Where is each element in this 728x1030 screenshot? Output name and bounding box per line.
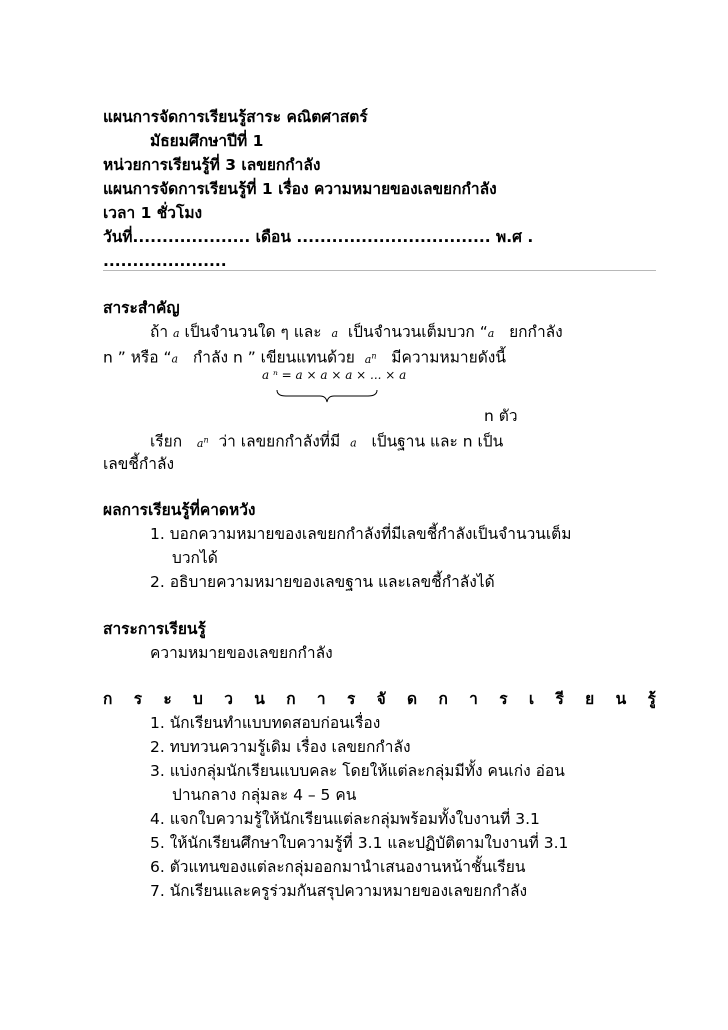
essence-text: กำลัง n ” เขียนแทนด้วย — [192, 348, 355, 367]
process-step-2: 2. ทบทวนความรู้เดิม เรื่อง เลขยกกำลัง — [150, 738, 411, 756]
math-variable-a: a — [196, 436, 204, 450]
lesson-title: แผนการจัดการเรียนรู้ที่ 1 เรื่อง ความหมายของเลขยกกำลัง — [103, 180, 497, 198]
process-step-5: 5. ให้นักเรียนศึกษาใบความรู้ที่ 3.1 และปฏิบัติตามใบงานที่ 3.1 — [150, 834, 569, 852]
process-heading-char: ก — [103, 690, 113, 708]
essence-text: เป็นจำนวนเต็มบวก “ — [347, 323, 488, 341]
math-a-power-n — [197, 437, 209, 450]
outcome-item-1: 1. บอกความหมายของเลขยกกำลังที่มีเลขชี้กำลังเป็นจำนวนเต็ม — [150, 525, 572, 543]
process-step-7: 7. นักเรียนและครูร่วมกันสรุปความหมายของเลขยกกำลัง — [150, 882, 528, 900]
math-exponent-n: n — [203, 435, 209, 444]
underbrace-icon — [276, 389, 378, 403]
process-heading-char: ร — [133, 690, 143, 708]
process-step-3-continued: ปานกลาง กลุ่มละ 4 – 5 คน — [172, 786, 357, 804]
essence-text: n ” หรือ “ — [103, 348, 172, 367]
power-formula: a ⁿ = a × a × a × ... × a — [262, 368, 407, 382]
process-heading-char: ร — [499, 690, 508, 708]
math-exponent-n: n — [371, 351, 377, 360]
essence-line-1 — [150, 320, 563, 346]
process-heading-char: ด — [407, 690, 418, 708]
process-step-4: 4. แจกใบความรู้ให้นักเรียนแต่ละกลุ่มพร้อมทั้งใบงานที่ 3.1 — [150, 810, 540, 828]
process-heading-char: รี — [555, 690, 564, 708]
time-line: เวลา 1 ชั่วโมง — [103, 204, 203, 222]
plan-title: แผนการจัดการเรียนรู้สาระ คณิตศาสตร์ — [103, 108, 368, 126]
process-heading-char: ก — [286, 690, 296, 708]
essence-text: ยกกำลัง — [509, 323, 563, 341]
math-variable-a: a — [364, 352, 372, 366]
process-heading-char: บ — [193, 690, 203, 708]
essence-text: ว่า เลขยกกำลังที่มี — [218, 432, 341, 451]
essence-text: เรียก — [150, 432, 183, 451]
process-step-3: 3. แบ่งกลุ่มนักเรียนแบบคละ โดยให้แต่ละกลุ่มมีทั้ง คนเก่ง อ่อน — [150, 762, 565, 780]
process-heading-char: รู้ — [647, 690, 656, 708]
math-variable-a: a — [331, 327, 338, 340]
process-heading-char: เ — [528, 690, 535, 708]
process-heading-char: ร — [346, 690, 356, 708]
essence-heading: สาระสำคัญ — [103, 299, 180, 317]
process-heading-char: น — [254, 690, 265, 708]
essence-text: มีความหมายดังนี้ — [391, 348, 506, 367]
essence-text: เป็นจำนวนใด ๆ และ — [184, 323, 322, 341]
math-variable-a: a — [173, 327, 180, 340]
outcome-item-1-continued: บวกได้ — [172, 549, 218, 567]
math-variable-a: a — [487, 327, 495, 340]
process-step-6: 6. ตัวแทนของแต่ละกลุ่มออกมานำเสนองานหน้าชั้นเรียน — [150, 858, 526, 876]
essence-text: เป็นฐาน และ n เป็น — [371, 432, 504, 451]
math-variable-a: a — [171, 352, 179, 366]
process-heading-char: น — [615, 690, 627, 708]
math-a-power-n — [365, 353, 377, 366]
process-heading-char: ว — [224, 690, 233, 708]
process-heading-char: จั — [376, 690, 386, 708]
process-heading-char: ย — [585, 690, 595, 708]
date-line: วันที่.................... เดือน ................................. พ.ศ . — [103, 228, 534, 246]
header-divider — [103, 270, 656, 271]
outcomes-heading: ผลการเรียนรู้ที่คาดหวัง — [103, 501, 256, 519]
math-variable-a: a — [350, 436, 357, 450]
grade-level: มัธยมศึกษาปีที่ 1 — [150, 132, 264, 150]
process-heading-char: ะ — [163, 690, 172, 708]
date-line-continued: ..................... — [103, 252, 227, 270]
n-factors-label: n ตัว — [484, 407, 518, 425]
process-heading-char: า — [316, 690, 326, 708]
essence-text: ถ้า — [150, 323, 169, 341]
essence-line-4: เลขชี้กำลัง — [103, 455, 175, 473]
essence-line-3 — [150, 428, 503, 456]
outcome-item-2: 2. อธิบายความหมายของเลขฐาน และเลขชี้กำลังได้ — [150, 573, 495, 591]
process-heading — [103, 687, 656, 711]
process-heading-char: า — [469, 690, 478, 708]
process-step-1: 1. นักเรียนทำแบบทดสอบก่อนเรื่อง — [150, 714, 381, 732]
unit-title: หน่วยการเรียนรู้ที่ 3 เลขยกกำลัง — [103, 156, 321, 174]
content-text: ความหมายของเลขยกกำลัง — [150, 644, 333, 662]
process-heading-char: ก — [438, 690, 448, 708]
content-heading: สาระการเรียนรู้ — [103, 620, 206, 638]
